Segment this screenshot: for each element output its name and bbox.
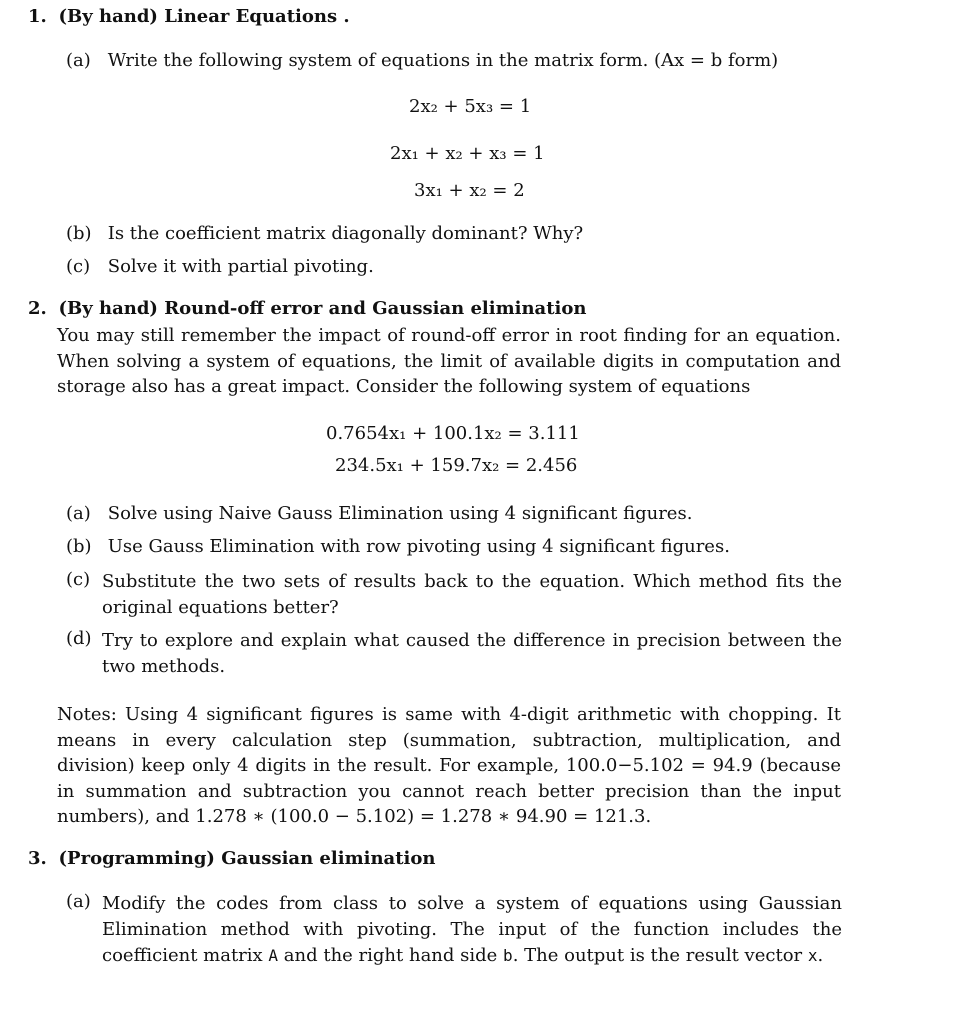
q3-a-text-1: Modify the codes from class to solve a system of equations using Gaussian Elimination method with pivoting. The input of the function includes the coefficient matrix <box>102 893 842 966</box>
q1-title: (By hand) Linear Equations . <box>58 6 350 27</box>
q2-title: (By hand) Round-off error and Gaussian elimination <box>58 298 587 319</box>
q1-c-label: (c) <box>66 256 91 277</box>
q2-c-text: Substitute the two sets of results back to the equation. Which method fits the original equations better? <box>102 571 842 618</box>
q1-b-label: (b) <box>66 223 92 244</box>
q1-equation-3: 3x₁ + x₂ = 2 <box>414 180 525 201</box>
q3-a-text <box>102 891 842 969</box>
q1-item-c <box>66 256 374 277</box>
q2-heading <box>28 298 586 319</box>
q2-item-a <box>66 503 692 524</box>
q2-item-b <box>66 536 730 557</box>
q3-a-text-2: and the right hand side <box>278 945 504 966</box>
q1-item-a <box>66 50 778 71</box>
q2-a-label: (a) <box>66 503 91 524</box>
q2-d-label: (d) <box>66 628 92 649</box>
q1-item-b <box>66 223 583 244</box>
q1-equation-2: 2x₁ + x₂ + x₃ = 1 <box>390 143 545 164</box>
q1-heading <box>28 6 350 27</box>
q2-a-text: Solve using Naive Gauss Elimination using 4 significant figures. <box>107 503 693 524</box>
q3-code-b: b <box>503 946 513 965</box>
q2-intro: You may still remember the impact of round-off error in root finding for an equation. When solving a system of equations, the limit of available digits in computation and storage also has a great impact. Consider the following system of equations <box>57 325 841 397</box>
q3-code-x: x <box>807 946 818 965</box>
q2-b-text: Use Gauss Elimination with row pivoting using 4 significant figures. <box>107 536 730 557</box>
q2-equation-2: 234.5x₁ + 159.7x₂ = 2.456 <box>335 455 578 476</box>
q1-a-text: Write the following system of equations in the matrix form. (Ax = b form) <box>107 50 779 71</box>
q2-c-label: (c) <box>66 569 91 590</box>
q3-a-label: (a) <box>66 891 91 912</box>
q1-equation-1: 2x₂ + 5x₃ = 1 <box>409 96 532 117</box>
q3-a-text-4: . <box>817 945 824 966</box>
q3-title: (Programming) Gaussian elimination <box>58 848 436 869</box>
q2-b-label: (b) <box>66 536 92 557</box>
q3-number: 3. <box>28 848 47 869</box>
q2-equation-1: 0.7654x₁ + 100.1x₂ = 3.111 <box>326 423 580 444</box>
q1-c-text: Solve it with partial pivoting. <box>107 256 374 277</box>
q3-a-text-3: . The output is the result vector <box>512 945 808 966</box>
q2-number: 2. <box>28 298 47 319</box>
q1-number: 1. <box>28 6 47 27</box>
q3-heading <box>28 848 435 869</box>
q3-code-A: A <box>268 946 279 965</box>
q1-b-text: Is the coefficient matrix diagonally dominant? Why? <box>107 223 584 244</box>
q2-notes: Notes: Using 4 significant figures is same with 4-digit arithmetic with chopping. It means in every calculation step (summation, subtraction, multiplication, and division) keep only 4 digits in the result. For example, 100.0−5.102 = 94.9 (because in summation and subtraction you cannot reach better precision than the input numbers), and 1.278 ∗ (100.0 − 5.102) = 1.278 ∗ 94.90 = 121.3. <box>57 704 841 827</box>
q2-d-text: Try to explore and explain what caused the difference in precision between the two methods. <box>102 630 842 677</box>
q1-a-label: (a) <box>66 50 91 71</box>
